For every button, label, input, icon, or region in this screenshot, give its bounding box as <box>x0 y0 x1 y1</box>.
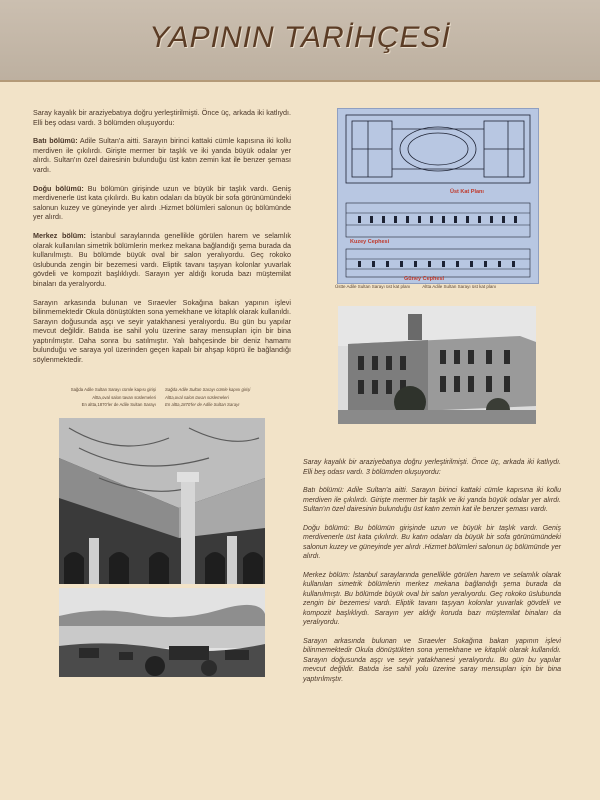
building-photo <box>338 306 536 424</box>
page-title: YAPININ TARİHÇESİ <box>149 21 451 54</box>
right-west: Batı bölümü: Adile Sultan'a aitti. Sarayın birinci kattaki cümle kapısına iki kollu merdiven ile çıkılırdı. Girişte mermer bir taşlık ve iki yanda büyük odalar yer alırdı. Sultan'ın özel dairesinin bulunduğu üst katın zemin kat ile benzer şeması vardı. <box>303 487 561 513</box>
photo-captions-right <box>165 386 265 409</box>
floor-plan-image <box>337 108 539 284</box>
caption-right-1: Sağda Adile Sultan Sarayı cümle kapısı girişi <box>165 387 251 392</box>
photo-captions-left <box>60 386 156 409</box>
caption-left-1: Sağda Adile Sultan Sarayı cümle kapısı girişi <box>70 387 156 392</box>
plan-label-south: Güney Cephesi <box>404 276 445 282</box>
section-center-heading: Merkez bölüm: <box>33 230 86 240</box>
section-center-text: İstanbul saraylarında genellikle görülen harem ve selamlık olarak kullanılan simetrik bölümlerin merkez mekana bağlandığı şema burada da kullanılmıştı. Bu bölümde büyük oval bir salon yeralıyordu. Geç rokoko üslubunda zengin bir bezemesi vardı. Eliptik tavanı taşıyan kolonlar yuvarlak gövdeli ve kompozit başlıklıydı. Sarayın yer aldığı koruda bazı müştemilat binaları da yeralıyordu. <box>33 230 291 288</box>
intro-paragraph: Saray kayalık bir araziyebatıya doğru yerleştirilmişti. Önce üç, arkada iki katlıydı. Elli beş odası vardı. 3 bölümden oluşuyordu: <box>33 108 291 127</box>
main-text <box>33 108 291 374</box>
plan-caption <box>335 284 550 289</box>
plan-caption-right: Altta Adile Sultan Sarayı üst kat planı <box>422 284 497 289</box>
header-band <box>0 0 600 82</box>
right-intro: Saray kayalık bir araziyebatıya doğru yerleştirilmişti. Önce üç, arkada iki katlıydı. Elli beş odası vardı. 3 bölümden oluşuyordu: <box>303 459 561 476</box>
right-east: Doğu bölümü: Bu bölümün girişinde uzun ve büyük bir taşlık vardı. Geniş merdivenerle üst kata çıkılırdı. Bu katın odaları da büyük bir sofa görünümündeki salonun kuzey ve güneyinde yer alırdı .Hizmet bölümleri salonun üç bölümünde yer alırdı. <box>303 524 561 560</box>
caption-left-2: Altta,oval salon tavan süslemeleri <box>92 394 156 400</box>
section-center <box>33 231 291 289</box>
section-east-heading: Doğu bölümü: <box>33 183 84 193</box>
right-closing: Sarayın arkasında bulunan ve Sıraevler Sokağına bakan yapının işlevi bilinmemektedir Okula dönüştükten sona yemekhane ve kitaplık olarak kullanıldı. Sarayın doğusunda aşçı ve seyir yatakhanesi yeralıyordu. Bu gün bu yapılar mevcut değildir. Batıda ise sahil yolu üzerine saray mensupları için bir bina yaptırılmıştır. <box>303 637 561 683</box>
section-west <box>33 136 291 174</box>
plan-label-north: Kuzey Cephesi <box>350 239 390 245</box>
plan-caption-left: Üstte Adile Sultan Sarayı üst kat planı <box>335 284 411 289</box>
section-west-text: Adile Sultan'a aitti. Sarayın birinci kattaki cümle kapısına iki kollu merdiven ile çıkılırdı. Girişte mermer bir taşlık ve iki yanda büyük odalar yer alırdı. Sultan'ın özel dairesinin bulunduğu üst katın zemin kat ile benzer şeması vardı. <box>33 136 291 174</box>
section-east <box>33 184 291 222</box>
shoreline-photo <box>59 588 265 677</box>
plan-label-top: Üst Kat Planı <box>450 189 484 195</box>
ceiling-photo <box>59 418 265 584</box>
closing-paragraph: Sarayın arkasında bulunan ve Sıraevler Sokağına bakan yapının işlevi bilinmemektedir Okula dönüştükten sona yemekhane ve kitaplık olarak kullanıldı. Sarayın doğusunda aşçı ve seyir yatakhanesi yeralıyordu. Bu gün bu yapılar mevcut değildir. Batıda ise sahil yolu üzerine saray mensupları için bir bina yaptırılmıştır. Daha sonra bu satılmıştır. Yalı bahçesinde bir deniz hamamı bulunduğu ve saraya yol üzerinden geçen kapalı bir ahşap köprü ile bağlandığı söylenmektedir. <box>33 297 291 365</box>
caption-right-2: Altta,oval salon tavan süslemeleri <box>165 394 229 400</box>
caption-right-3: En altta,1870'ler de Adile Sultan Sarayı <box>165 402 240 408</box>
section-west-heading: Batı bölümü: <box>33 136 78 146</box>
caption-left-3: En altta,1870'ler de Adile Sultan Sarayı <box>81 402 156 408</box>
right-text <box>303 458 561 693</box>
section-east-text: Bu bölümün girişinde uzun ve büyük bir taşlık vardı. Geniş merdivenerle üst kata çıkılırdı. Bu katın odaları da büyük bir sofa görünümündeki salonun kuzey ve güneyinde yer alırdı .Hizmet bölümleri salonun üç bölümünde yer alırdı. <box>33 183 291 222</box>
right-center: Merkez bölüm: İstanbul saraylarında genellikle görülen harem ve selamlık olarak kullanılan simetrik bölümlerin merkez mekana bağlandığı şema burada da kullanılmıştı. Bu bölümde büyük oval bir salon yeralıyordu. Geç rokoko üslubunda zengin bir bezemesi vardı. Eliptik tavanı taşıyan kolonlar yuvarlak gövdeli ve kompozit başlıklıydı. Sarayın yer aldığı koruda bazı müştemilat binaları da yeralıyordu. <box>303 571 561 626</box>
